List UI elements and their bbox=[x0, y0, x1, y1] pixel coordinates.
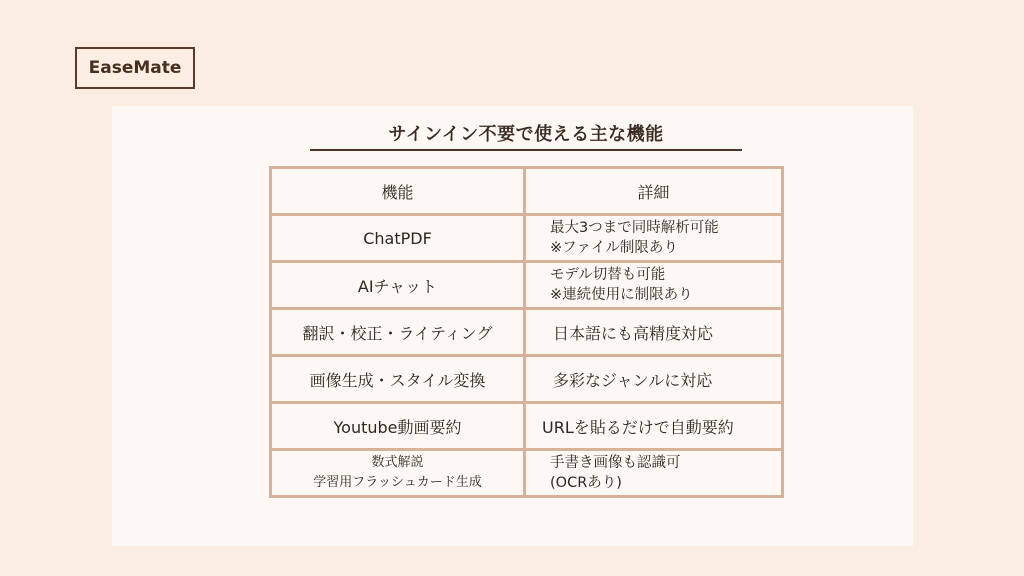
detail-cell bbox=[525, 356, 783, 403]
header-detail: 詳細 bbox=[525, 168, 783, 215]
header-feature: 機能 bbox=[271, 168, 525, 215]
detail-text: モデル切替も可能 bbox=[550, 267, 666, 283]
feature-cell bbox=[271, 356, 525, 403]
table-row bbox=[271, 450, 783, 497]
table-row bbox=[271, 309, 783, 356]
feature-cell bbox=[271, 403, 525, 450]
table-header-row bbox=[271, 168, 783, 215]
detail-text: 多彩なジャンルに対応 bbox=[553, 370, 713, 390]
feature-cell bbox=[271, 262, 525, 309]
brand-logo: EaseMate bbox=[75, 47, 195, 89]
feature-cell bbox=[271, 450, 525, 497]
feature-text: 翻訳・校正・ライティング bbox=[302, 323, 493, 343]
table-row bbox=[271, 215, 783, 262]
feature-text: 数式解説 bbox=[371, 455, 424, 470]
detail-cell bbox=[525, 309, 783, 356]
detail-note: ※ファイル制限あり bbox=[550, 240, 678, 256]
feature-text: ChatPDF bbox=[363, 228, 432, 248]
detail-text: URLを貼るだけで自動要約 bbox=[542, 417, 734, 437]
feature-text: AIチャット bbox=[357, 276, 438, 296]
slide-title: サインイン不要で使える主な機能 bbox=[388, 124, 664, 145]
feature-cell bbox=[271, 309, 525, 356]
detail-note: ※連続使用に制限あり bbox=[550, 287, 693, 303]
features-table bbox=[269, 166, 784, 498]
detail-text: 日本語にも高精度対応 bbox=[553, 323, 714, 343]
detail-text: 手書き画像も認識可 bbox=[550, 455, 681, 471]
table-row bbox=[271, 356, 783, 403]
detail-cell bbox=[525, 403, 783, 450]
feature-subtext: 学習用フラッシュカード生成 bbox=[313, 475, 482, 490]
detail-cell bbox=[525, 215, 783, 262]
feature-text: 画像生成・スタイル変換 bbox=[309, 370, 486, 390]
table-row bbox=[271, 403, 783, 450]
feature-cell bbox=[271, 215, 525, 262]
detail-cell bbox=[525, 450, 783, 497]
detail-note: (OCRあり) bbox=[550, 475, 622, 491]
content-panel bbox=[112, 106, 913, 546]
detail-cell bbox=[525, 262, 783, 309]
feature-text: Youtube動画要約 bbox=[333, 417, 462, 437]
title-underline bbox=[310, 149, 742, 151]
table-row bbox=[271, 262, 783, 309]
detail-text: 最大3つまで同時解析可能 bbox=[550, 220, 719, 236]
